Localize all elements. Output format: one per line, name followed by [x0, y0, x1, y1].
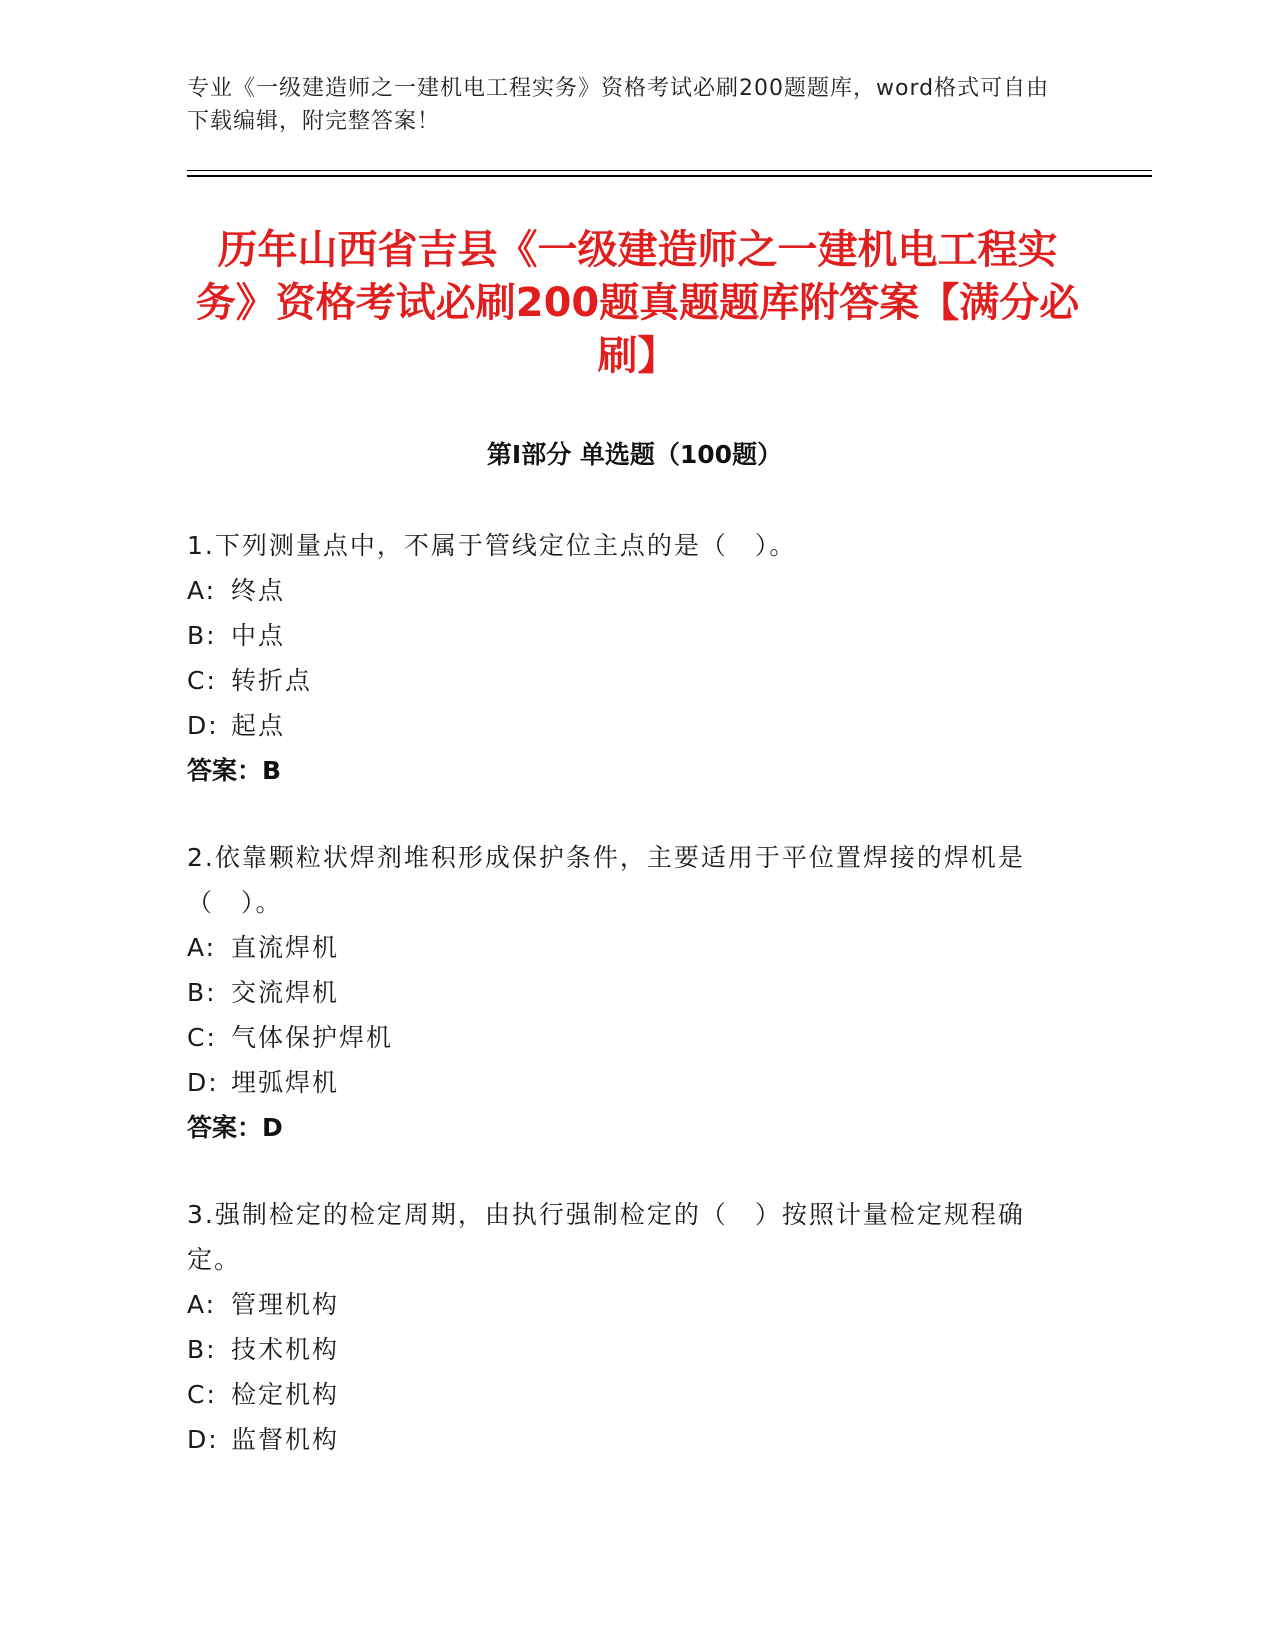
option-text: 管理机构	[231, 1290, 340, 1319]
option-a	[187, 925, 1067, 970]
question-stem: 1.下列测量点中，不属于管线定位主点的是（ ）。	[187, 531, 797, 560]
question-2	[187, 835, 1067, 1150]
option-letter: D:	[187, 1068, 219, 1097]
question-list	[187, 523, 1067, 1504]
option-letter: C:	[187, 666, 217, 695]
option-letter: D:	[187, 1425, 219, 1454]
option-b	[187, 1327, 1067, 1372]
question-stem: 3.强制检定的检定周期，由执行强制检定的（ ）按照计量检定规程确定。	[187, 1200, 1025, 1274]
option-text: 埋弧焊机	[231, 1068, 340, 1097]
option-c	[187, 1372, 1067, 1417]
option-letter: C:	[187, 1023, 217, 1052]
option-text: 终点	[231, 576, 286, 605]
option-text: 技术机构	[231, 1335, 340, 1364]
option-letter: C:	[187, 1380, 217, 1409]
option-c	[187, 1015, 1067, 1060]
section-heading: 第I部分 单选题（100题）	[486, 440, 783, 469]
option-text: 直流焊机	[231, 933, 340, 962]
question-3	[187, 1192, 1067, 1462]
option-a	[187, 568, 1067, 613]
option-text: 起点	[231, 711, 286, 740]
option-b	[187, 970, 1067, 1015]
option-letter: B:	[187, 1335, 217, 1364]
option-d	[187, 703, 1067, 748]
option-b	[187, 613, 1067, 658]
document-title: 历年山西省吉县《一级建造师之一建机电工程实务》资格考试必刷200题真题题库附答案【满分必刷】	[195, 227, 1080, 379]
option-text: 监督机构	[231, 1425, 340, 1454]
option-letter: D:	[187, 711, 219, 740]
option-text: 交流焊机	[231, 978, 340, 1007]
option-text: 转折点	[231, 666, 313, 695]
question-1	[187, 523, 1067, 793]
header-divider-thin	[187, 170, 1152, 171]
option-c	[187, 658, 1067, 703]
option-text: 气体保护焊机	[231, 1023, 394, 1052]
header-divider-thick	[187, 175, 1152, 177]
question-stem: 2.依靠颗粒状焊剂堆积形成保护条件，主要适用于平位置焊接的焊机是（ ）。	[187, 843, 1025, 917]
answer-line: 答案：D	[187, 1113, 283, 1142]
option-text: 检定机构	[231, 1380, 340, 1409]
header-note: 专业《一级建造师之一建机电工程实务》资格考试必刷200题题库，word格式可自由下载编辑，附完整答案！	[187, 76, 1050, 134]
option-text: 中点	[231, 621, 286, 650]
option-a	[187, 1282, 1067, 1327]
option-letter: A:	[187, 933, 217, 962]
option-letter: A:	[187, 1290, 217, 1319]
answer-line: 答案：B	[187, 756, 282, 785]
option-letter: A:	[187, 576, 217, 605]
option-letter: B:	[187, 621, 217, 650]
option-d	[187, 1417, 1067, 1462]
option-letter: B:	[187, 978, 217, 1007]
option-d	[187, 1060, 1067, 1105]
